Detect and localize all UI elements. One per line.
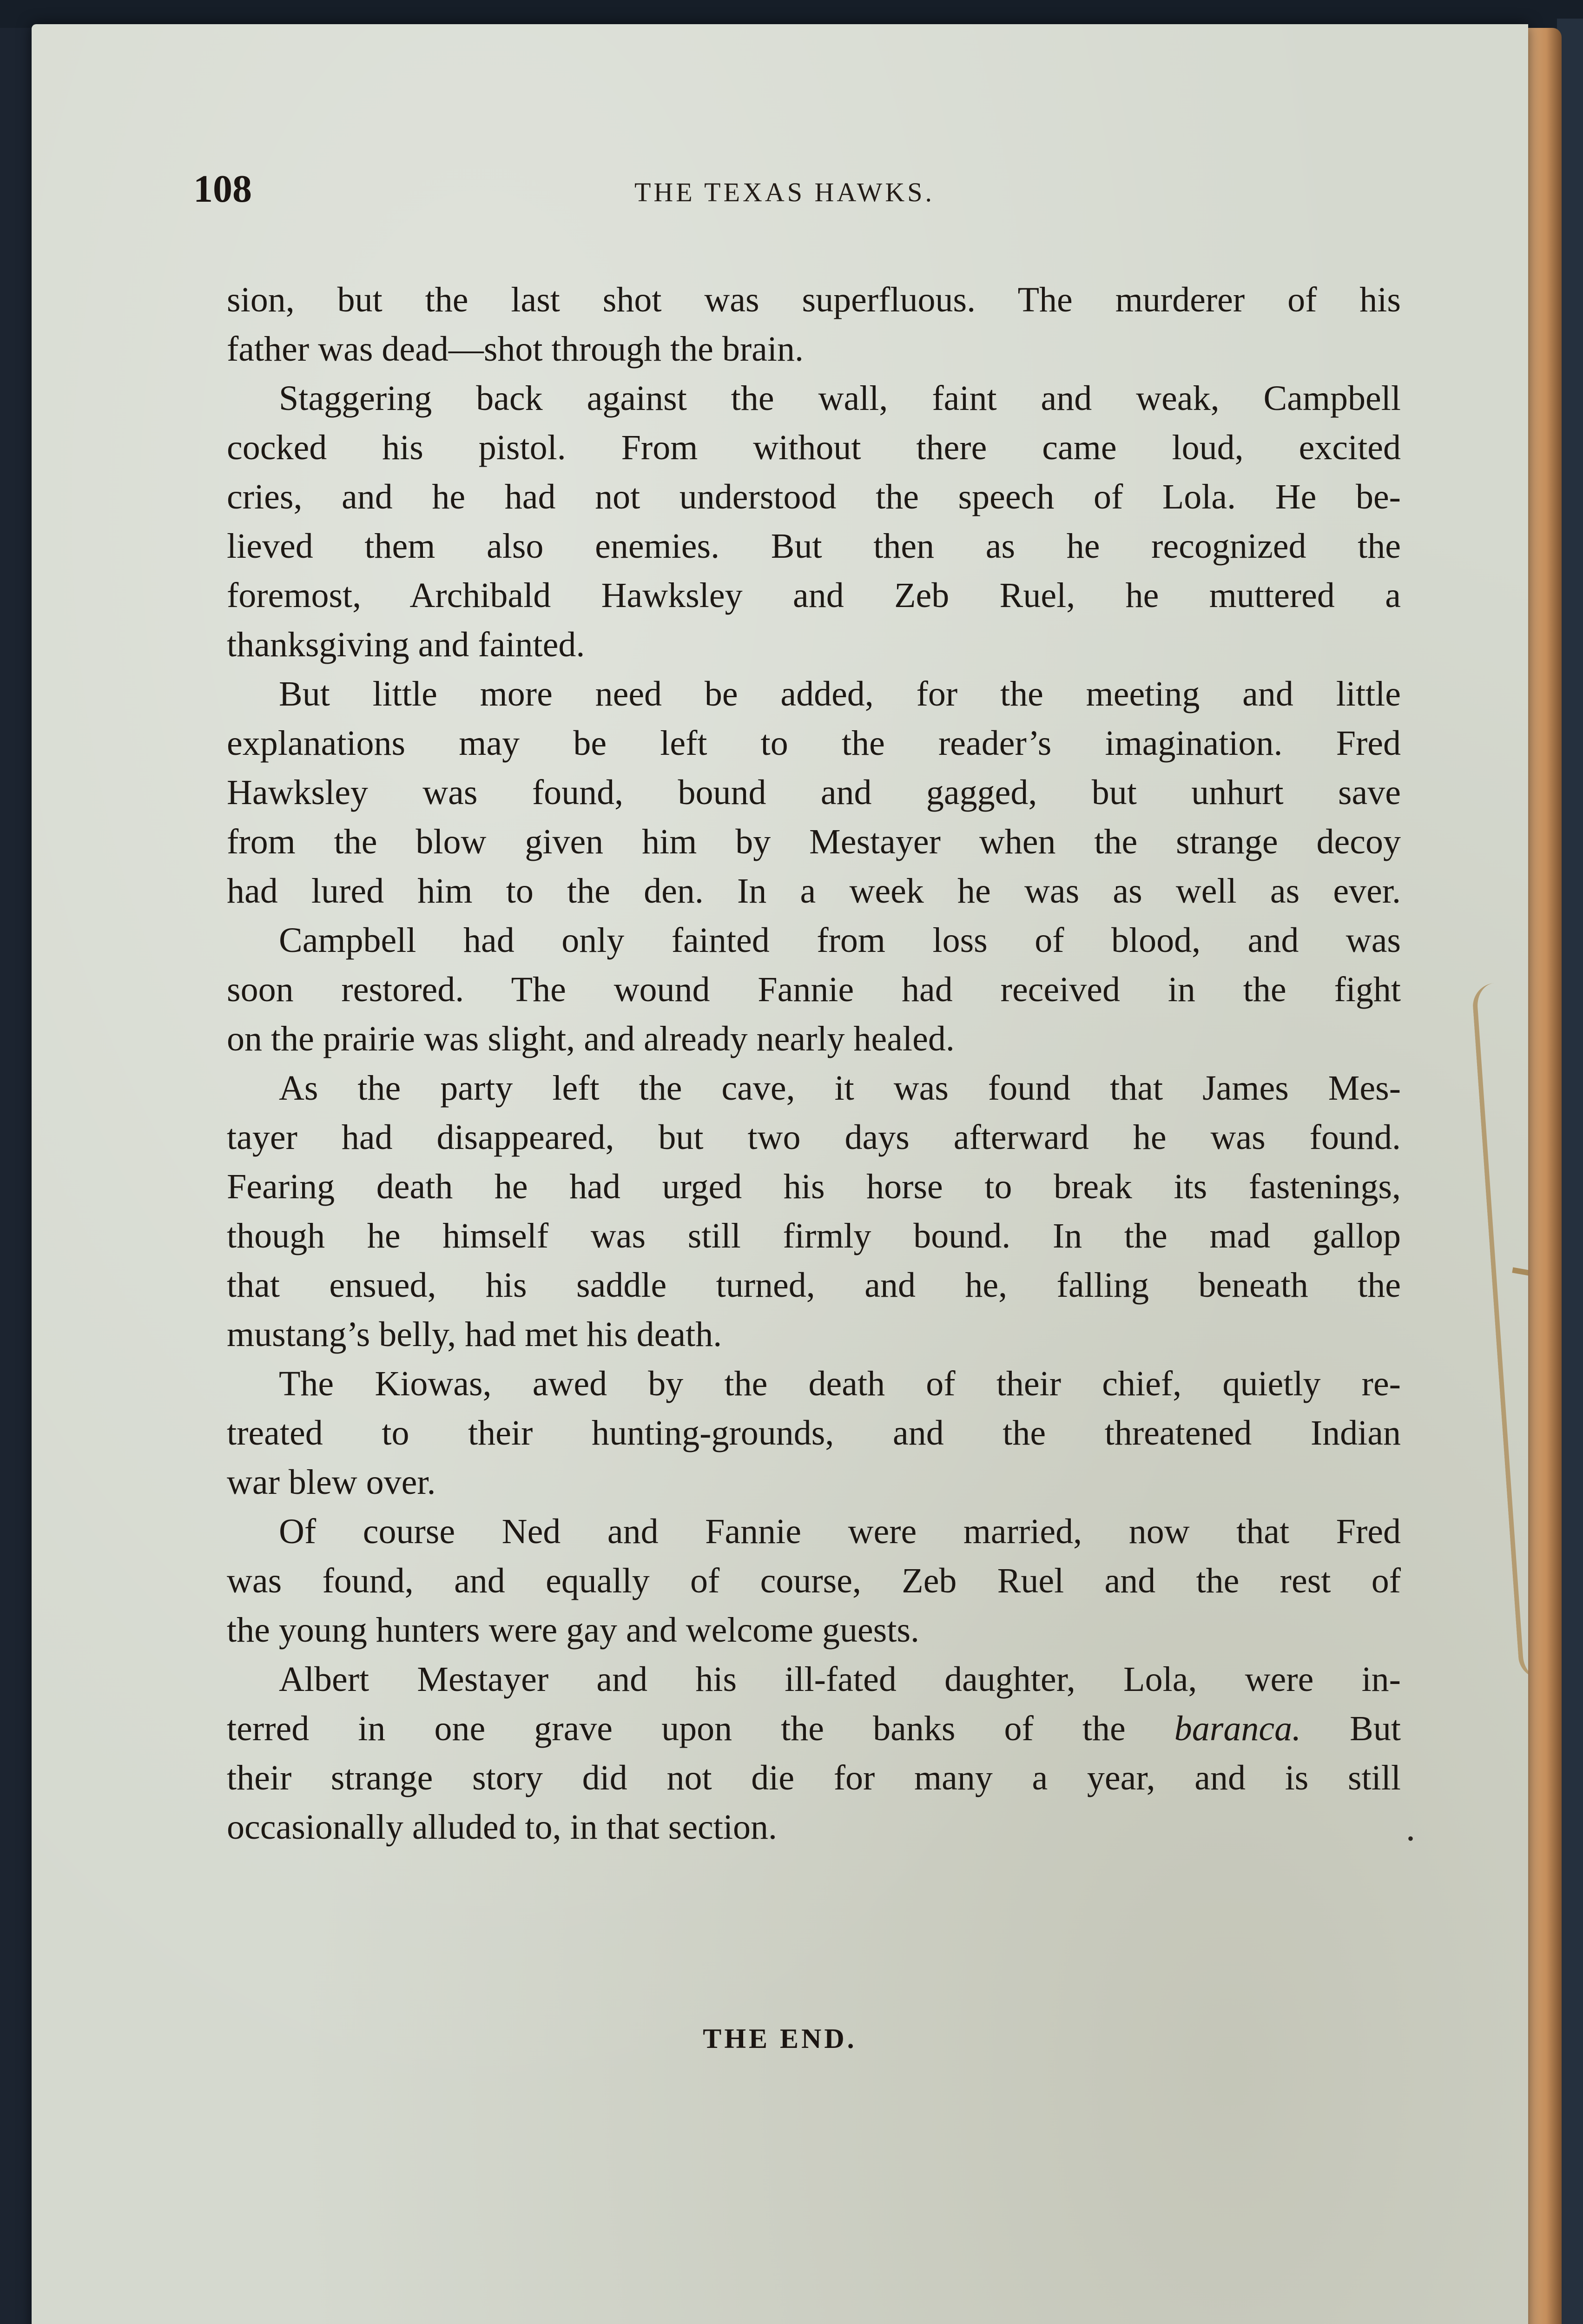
text-line: soon restored. The wound Fannie had received in the fight: [227, 970, 1401, 1009]
text-line: though he himself was still firmly bound. In the mad gallop: [227, 1216, 1401, 1255]
text-line: Campbell had only fainted from loss of blood, and was: [279, 921, 1401, 960]
text-line: cocked his pistol. From without there came loud, excited: [227, 428, 1401, 467]
running-title: THE TEXAS HAWKS.: [634, 177, 935, 207]
text-line: Staggering back against the wall, faint and weak, Campbell: [279, 379, 1401, 418]
text-line: foremost, Archibald Hawksley and Zeb Ruel, he muttered a: [227, 576, 1401, 615]
text-line: tayer had disappeared, but two days afterward he was found.: [227, 1118, 1401, 1157]
page-header: [193, 166, 1376, 218]
italic-word: baranca.: [1174, 1709, 1301, 1748]
body-text: [227, 275, 1401, 1852]
text-line: on the prairie was slight, and already nearly healed.: [227, 1019, 955, 1058]
text-line: Of course Ned and Fannie were married, now that Fred: [279, 1512, 1401, 1551]
text-line: that ensued, his saddle turned, and he, falling beneath the: [227, 1266, 1401, 1305]
text-segment: terred in one grave upon the banks of the: [227, 1709, 1174, 1748]
text-line: explanations may be left to the reader’s imagination. Fred: [227, 724, 1401, 763]
scan-background: [0, 0, 1583, 28]
text-line: occasionally alluded to, in that section.: [227, 1808, 778, 1847]
text-line: sion, but the last shot was superfluous. The murderer of his: [227, 280, 1401, 319]
text-line-with-italic: [227, 1704, 1401, 1753]
text-line: from the blow given him by Mestayer when the strange decoy: [227, 822, 1401, 861]
text-line: was found, and equally of course, Zeb Ruel and the rest of: [227, 1561, 1401, 1600]
text-line: thanksgiving and fainted.: [227, 625, 585, 664]
text-line: But little more need be added, for the meeting and little: [279, 674, 1401, 713]
book-page: [32, 24, 1528, 2324]
binding-thread: [1471, 980, 1528, 1680]
text-line: treated to their hunting-grounds, and the threatened Indian: [227, 1413, 1401, 1452]
text-line: mustang’s belly, had met his death.: [227, 1315, 722, 1354]
text-line: Albert Mestayer and his ill-fated daughter, Lola, were in-: [279, 1660, 1401, 1699]
text-line: The Kiowas, awed by the death of their chief, quietly re-: [279, 1364, 1401, 1403]
text-line: As the party left the cave, it was found that James Mes-: [279, 1069, 1401, 1108]
text-line: Fearing death he had urged his horse to break its fastenings,: [227, 1167, 1401, 1206]
text-segment: But: [1301, 1709, 1401, 1748]
text-line: their strange story did not die for many a year, and is still: [227, 1758, 1401, 1797]
the-end-label: THE END.: [703, 2023, 857, 2054]
text-line: lieved them also enemies. But then as he recognized the: [227, 527, 1401, 566]
ink-speck: •: [1407, 1828, 1414, 1849]
text-line: had lured him to the den. In a week he was as well as ever.: [227, 872, 1401, 911]
text-line: cries, and he had not understood the speech of Lola. He be-: [227, 477, 1401, 516]
text-line: war blew over.: [227, 1463, 436, 1502]
text-line: the young hunters were gay and welcome guests.: [227, 1611, 920, 1650]
text-line: Hawksley was found, bound and gagged, but unhurt save: [227, 773, 1401, 812]
page-number: 108: [193, 167, 252, 211]
text-line: father was dead—shot through the brain.: [227, 330, 804, 369]
